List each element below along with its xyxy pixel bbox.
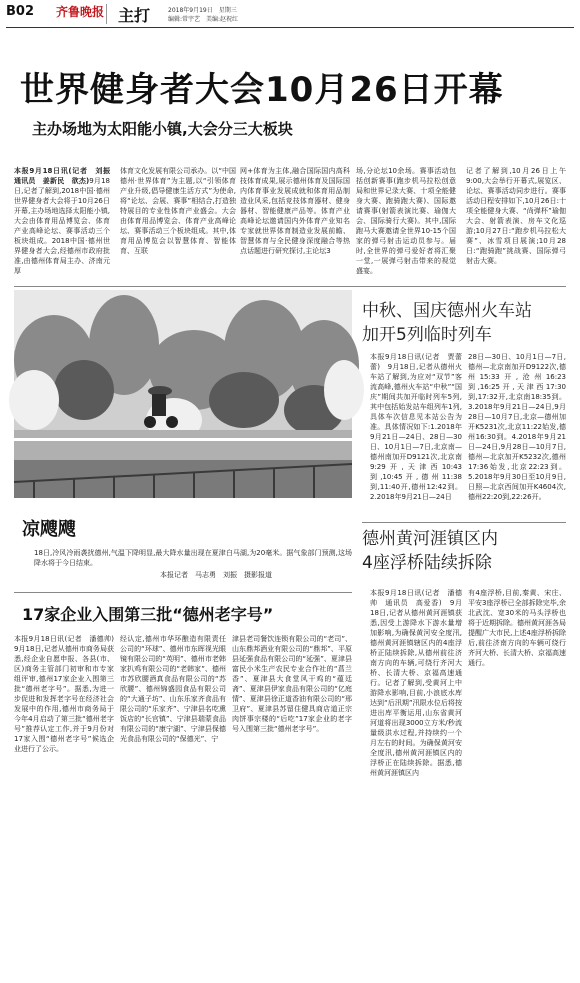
lead-column-4: 场,分论坛10余场。赛事活动包括创新赛事(跑步机马拉松创意局和世界记录大赛、十项全能健身大赛、跑骑跑大赛)、国际邀请赛事(射箭表演比赛、瑜伽大会、国际骑行大赛)。其中,国际跑马大赛邀请全世界10-15个国家的弹弓射击运动员参与。届时,全世界的弹弓爱好者将汇聚一堂,一展弹弓射击带来的视觉盛宴。 xyxy=(356,167,456,275)
train-title-line2: 加开5列临时列车 xyxy=(362,325,492,345)
photo-credit: 本报记者 马志勇 刘振 摄影报道 xyxy=(160,571,272,579)
bridge-rule xyxy=(362,522,566,523)
header-meta xyxy=(168,6,238,24)
news-photo xyxy=(14,290,352,498)
brand-headline: 17家企业入围第三批“德州老字号” xyxy=(22,605,274,624)
section-rule xyxy=(14,286,566,287)
lead-column-2: 体育文化发展有限公司承办。以“中国德州·世界体育”为主题,以“引领体育产业升级,倡导健康生活方式”为使命,将“论坛、会展、赛事”相结合,打造独特展目的专业性体育产业盛会。大会由体育用品博览会、体育产业高峰论坛、赛事活动三个板块组成。其中,体育用品博览会以智慧体育、智能体育、互联 xyxy=(120,167,236,255)
brand-column-1: 本报9月18日讯(记者 潘德帅) 9月18日,记者从德州市商务局获悉,经企业自愿申报、各县(市、区)商务主管部门初审和市专家组评审,德州17家企业入围第三批“德州老字号”。据悉,为进一步促进和发挥老字号在经济社会发展中的作用,德州市商务局于今年4月启动了第三批“德州老字号”推荐认定工作,并于9月份对17家入围“德州老字号”候选企业进行了公示。 xyxy=(14,635,121,753)
lead-col1-text: 9月18日,记者了解到,2018中国·德州世界健身者大会将于10月26日开幕,主办场地选择太阳能小镇,大会由体育用品博览会、体育产业高峰论坛、赛事活动三个板块组成。2018中国·德州世界健身者大会,经德州市政府批准,由德州体育局主办、济南元厚 xyxy=(14,177,110,275)
header-rule xyxy=(6,27,574,28)
bridge-title-line1: 德州黄河涯镇区内 xyxy=(362,529,498,549)
train-column-1: 本报9月18日讯(记者 贾蕾蕾) 9月18日,记者从德州火车站了解到,为应对“双节”客流高峰,德州火车站“中秋”“国庆”期间共加开临时列车5列,其中包括始发站车组列车1列,具体车次信息见本站公告为准。具体情况如下:1.2018年9月21日—24日、28日—30日、10月1日—7日,北京南—德州南加开D9121次,北京南9:29开,天津西10:43到,10:45开,德州11:38到,11:40开,德州12:42到。2.2018年9月21日—24日 xyxy=(370,353,462,501)
lead-column-5: 记者了解到,10月26日上午9:00,大会举行开幕式,展览区、论坛、赛事活动同步进行。赛事活动日程安排如下,10月26日:十项全能健身大赛、“尚弹杯”瑜伽大会、射箭表演、房车文化巡游;10月27日:“跑步机马拉松大赛”、冰雪项目展演;10月28日:“跑骑跑”挑战赛、国际弹弓射击大赛。 xyxy=(466,167,566,265)
brand-column-2: 经认定,德州市华环酿造有限责任公司的“环球”、德州市东晖视光眼镜有限公司的“英明”、德州市老韩家扒鸡有限公司的“老韩家”、德州市苏欣腰酒真食品有限公司的“苏欣腰”、德州锦盛园食品有限公司的“大通子坊”、山东乐家齐食品有限公司的“乐家齐”、宁津县名吃熏饭店的“长官镇”、宁津县瑞蒙食品有限公司的“康宁湖”、宁津县保德光食品有限公司的“保德光”、宁 xyxy=(120,635,226,743)
paper-logo: 齐鲁晚报 xyxy=(56,5,105,19)
lead-byline: 本报9月18日讯(记者 刘振 通讯员 姜新民 欲杰) xyxy=(14,167,117,185)
lead-column-3: 网+体育为主体,融合国际国内高科技体育成果,展示德州体育及国际国内体育事业发展成就和体育用品制造业风采,包括竞技体育器材、健身器材、智能健康产品等。体育产业高峰论坛邀请国内外体育产业知名专家就世界体育制造业发展前瞻、智慧体育与全民健身深度融合等热点话题进行研究探讨,主论坛3 xyxy=(240,167,350,255)
bridge-column-1: 本报9月18日讯(记者 潘德帅 通讯员 高爱香) 9月18日,记者从德州黄河涯镇获悉,因受上游降水下游水量增加影响,为确保黄河安全度汛,德州黄河涯镇辖区内的4座浮桥正陆续拆除,从德州前往济南方向的车辆,可绕行齐河大桥、长清大桥、京福高速通行。记者了解到,受黄河上中游降水影响,目前,小浪底水库达到“后汛期”汛限水位后将按进出库平衡运用,山东省黄河河道将出现3000立方米/秒流量级洪水过程,并持续约一个月左右的时间。为确保黄河安全度汛,德州黄河涯镇区内的浮桥正在陆续拆除。据悉,德州黄河涯镇区内 xyxy=(370,589,462,777)
train-title-line1: 中秋、国庆德州火车站 xyxy=(362,301,532,321)
brand-column-3: 津县老司餐饮连锁有限公司的“老司”、山东鼎邦酒业有限公司的“鼎邦”、平原县延强食品有限公司的“延强”、夏津县富民小米生产农民专业合作社的“菖兰香”、夏津县大食堂风干鸡的“蕴廷斋”、夏津县伊家食品有限公司的“亿庭情”、夏津县徐正道香油有限公司的“邢卫府”、夏津县苏留住健具商店道正宗肉饼事宗楼的“后吃”17家企业的老字号入围第三批“德州老字号”。 xyxy=(232,635,352,733)
header-divider xyxy=(106,4,107,24)
rainy-park-image xyxy=(14,290,352,498)
photo-title: 凉飕飕 xyxy=(22,519,76,540)
bridge-title-line2: 4座浮桥陆续拆除 xyxy=(362,553,492,573)
bridge-column-2: 有4座浮桥,目前,秦黄、宋庄、平安3座浮桥已全部拆除完毕,余北武沈、宽30米的马头浮桥也将于近期拆除。德州黄河涯各局提醒广大市民,上述4座浮桥拆除后,前往济南方向的车辆可绕行齐河大桥、长清大桥、京福高速通行。 xyxy=(468,589,566,667)
photo-caption: 18日,冷风冷雨袭扰德州,气温下降明显,最大降水量出现在夏津白马湖,为20毫米。据气象部门预测,这场降水将于今日结束。 xyxy=(34,549,352,567)
issue-date: 2018年9月19日 星期三 xyxy=(168,7,237,14)
section-name: 主打 xyxy=(118,6,151,25)
lead-subheadline: 主办场地为太阳能小镇,大会分三大板块 xyxy=(32,120,293,138)
page-code: B02 xyxy=(6,4,34,19)
lead-headline: 世界健身者大会10月26日开幕 xyxy=(20,70,504,110)
train-column-2: 28日—30日、10月1日—7日,德州—北京南加开D9122次,德州15:33开,沧州16:23到,16:25开,天津西17:30到,17:32开,北京南18:35到。3.2018年9月21日—24日,9月28日—10月7日,北京—德州加开K5231次,北京11:22始发,德州16:30到。4.2018年9月21日—24日,9月28日—10月7日,德州—北京加开K5232次,德州17:36始发,北京22:23到。5.2018年9月30日至10月9日,日照—北京西间加开K4604次,德州22:20到,22:26开。 xyxy=(468,353,566,501)
lead-column-1 xyxy=(14,166,117,282)
editor-credits: 编辑:常宇艺 美编:赵祝红 xyxy=(168,16,239,23)
brand-rule xyxy=(14,592,352,593)
